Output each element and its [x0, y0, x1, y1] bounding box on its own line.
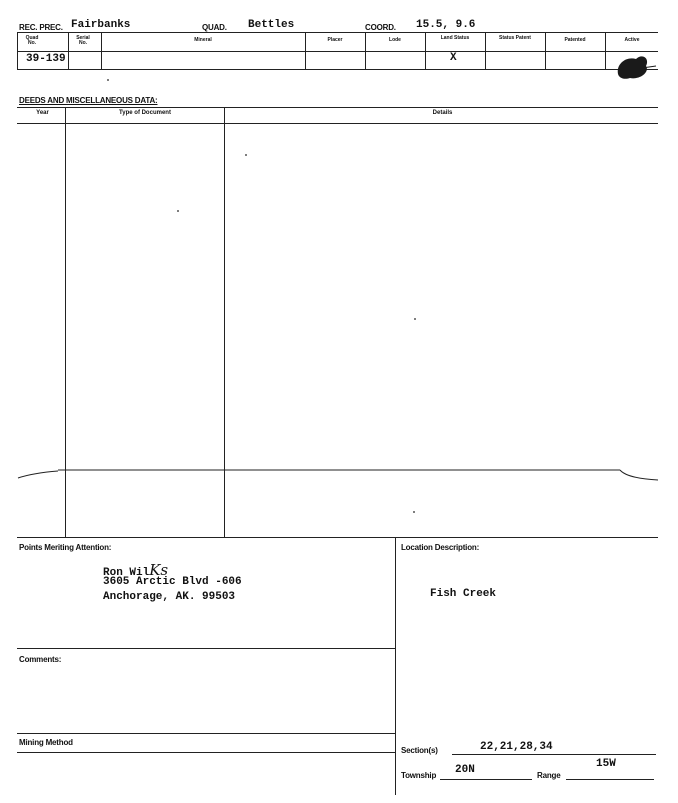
- range-value-line: [566, 779, 654, 780]
- township-label: Township: [401, 771, 437, 780]
- claims-col-divider: [101, 32, 102, 69]
- mining-method-underline: [17, 752, 395, 753]
- points-label: Points Meriting Attention:: [19, 543, 112, 552]
- col-active: Active: [624, 37, 640, 43]
- quad-label: QUAD.: [202, 23, 227, 32]
- claims-col-divider: [425, 32, 426, 69]
- col-mineral: Mineral: [194, 37, 212, 43]
- claims-col-divider: [365, 32, 366, 69]
- claims-col-divider: [305, 32, 306, 69]
- location-label: Location Description:: [401, 543, 480, 552]
- speck: [107, 79, 109, 81]
- claims-col-divider: [605, 32, 606, 69]
- bottom-section-top-line: [17, 537, 658, 538]
- quad-value: Bettles: [248, 19, 295, 31]
- claims-col-divider: [485, 32, 486, 69]
- deeds-col-details: Details: [432, 110, 453, 116]
- comments-label: Comments:: [19, 655, 62, 664]
- points-name-handwritten: Ks: [149, 561, 169, 579]
- col-serial-no: Serial No.: [76, 35, 90, 46]
- land-status-value: X: [450, 52, 457, 64]
- range-label: Range: [537, 771, 561, 780]
- claims-table-top-line: [17, 32, 658, 33]
- coord-label: COORD.: [365, 23, 396, 32]
- coord-value: 15.5, 9.6: [416, 19, 476, 31]
- claims-col-divider: [17, 32, 18, 69]
- col-status-patent: Status Patent: [499, 35, 531, 41]
- col-lode: Lode: [389, 37, 401, 43]
- deeds-col-year: Year: [36, 110, 49, 116]
- col-placer: Placer: [327, 37, 343, 43]
- points-address-line2: Anchorage, AK. 99503: [103, 591, 236, 603]
- points-address-line1: 3605 Arctic Blvd -606: [103, 576, 242, 588]
- claims-col-divider: [68, 32, 69, 69]
- bottom-center-divider: [395, 537, 396, 795]
- col-quad-no: Quad No.: [25, 35, 39, 46]
- rec-prec-label: REC. PREC.: [19, 23, 63, 32]
- ink-blot: [612, 50, 660, 82]
- deeds-col-type: Type of Document: [119, 110, 171, 116]
- township-value: 20N: [455, 764, 475, 776]
- deeds-section-title: DEEDS AND MISCELLANEOUS DATA:: [19, 96, 158, 105]
- claims-table-header-line: [17, 51, 658, 52]
- township-value-line: [440, 779, 532, 780]
- claims-col-divider: [545, 32, 546, 69]
- speck: [177, 210, 179, 212]
- speck: [414, 318, 416, 320]
- quad-no-value: 39-139: [26, 53, 66, 65]
- col-land-status: Land Status: [440, 35, 470, 41]
- rec-prec-value: Fairbanks: [71, 19, 131, 31]
- deeds-top-line: [17, 107, 658, 108]
- speck: [245, 154, 247, 156]
- section-value: 22,21,28,34: [480, 741, 553, 753]
- deeds-header-line: [17, 123, 658, 124]
- claims-table-bottom-line: [17, 69, 658, 70]
- range-value: 15W: [596, 758, 616, 770]
- comments-top-line: [17, 648, 395, 649]
- section-label: Section(s): [401, 746, 438, 755]
- col-patented: Patented: [564, 37, 586, 43]
- section-value-line: [452, 754, 656, 755]
- mining-method-top-line: [17, 733, 395, 734]
- fold-line: [0, 462, 678, 486]
- points-name-typed: Ron Wil: [103, 567, 150, 579]
- mining-method-label: Mining Method: [19, 738, 73, 747]
- location-value: Fish Creek: [430, 588, 497, 600]
- speck: [413, 511, 415, 513]
